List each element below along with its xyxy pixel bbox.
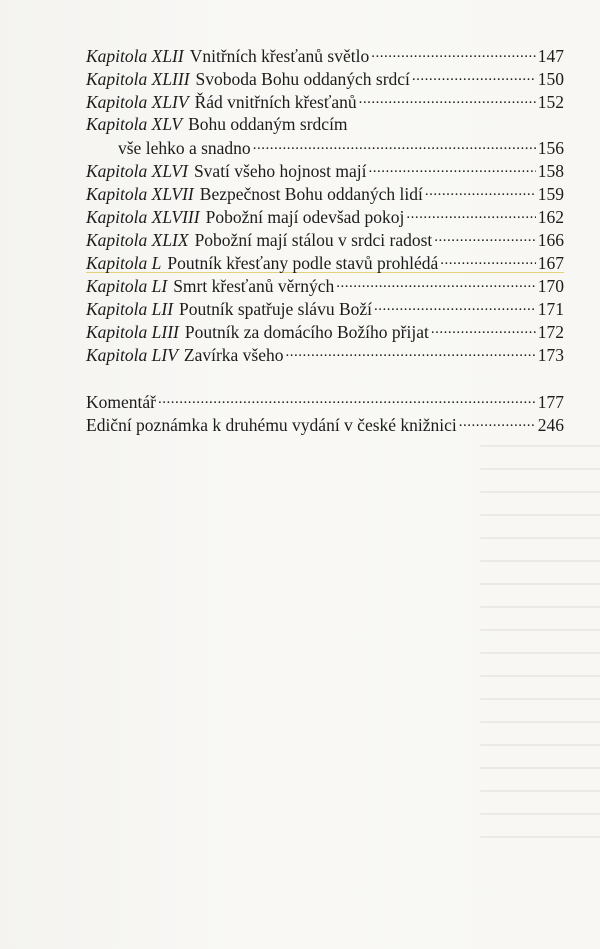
- toc-title: Komentář: [86, 391, 156, 412]
- toc-page-number: 150: [537, 68, 564, 89]
- toc-title: Bezpečnost Bohu oddaných lidí: [199, 183, 423, 204]
- toc-leader-dots: [359, 90, 536, 108]
- toc-leader-dots: [459, 413, 536, 431]
- toc-entry: [86, 205, 564, 228]
- toc-entry: [86, 274, 564, 297]
- toc-title-continuation: vše lehko a snadno: [118, 137, 251, 158]
- toc-chapter-label: Kapitola XLV: [86, 114, 183, 134]
- toc-page-number: 170: [537, 275, 564, 296]
- toc-entry: [86, 113, 564, 136]
- toc-entry: [86, 182, 564, 205]
- toc-title: Pobožní mají odevšad pokoj: [205, 206, 405, 227]
- toc-title: Smrt křesťanů věrných: [173, 275, 335, 296]
- toc-chapter-label: Kapitola XLIV: [86, 91, 189, 112]
- toc-page-number: 147: [537, 45, 564, 66]
- toc-page-number: 166: [537, 229, 564, 250]
- toc-entry: [86, 67, 564, 90]
- toc-leader-dots: [412, 67, 536, 85]
- toc-page-number: 152: [537, 91, 564, 112]
- toc-entry: [86, 228, 564, 251]
- toc-chapter-label: Kapitola XLVIII: [86, 206, 200, 227]
- toc-title: Ediční poznámka k druhému vydání v české knižnici: [86, 414, 457, 435]
- toc-leader-dots: [336, 274, 536, 292]
- toc-chapter-label: Kapitola LIV: [86, 344, 178, 365]
- toc-page-number: 171: [537, 298, 564, 319]
- toc-entry-continuation: [86, 136, 564, 159]
- toc-entry: [86, 44, 564, 67]
- toc-page-number: 167: [537, 252, 564, 273]
- toc-title: Vnitřních křesťanů světlo: [189, 45, 370, 66]
- toc-leader-dots: [286, 343, 536, 361]
- toc-page-number: 177: [537, 391, 564, 412]
- toc-title: Řád vnitřních křesťanů: [194, 91, 357, 112]
- toc-chapter-label: Kapitola XLIX: [86, 229, 189, 250]
- toc-entry: [86, 251, 564, 274]
- show-through-text: [480, 445, 600, 845]
- toc-leader-dots: [406, 205, 535, 223]
- toc-entry: [86, 343, 564, 366]
- toc-title: Bohu oddaným srdcím: [188, 114, 348, 134]
- toc-title: Svatí všeho hojnost mají: [193, 160, 367, 181]
- toc-leader-dots: [253, 136, 536, 154]
- toc-leader-dots: [440, 251, 535, 269]
- toc-appendix-entry: [86, 390, 564, 413]
- toc-chapter-label: Kapitola XLIII: [86, 68, 190, 89]
- toc-leader-dots: [158, 390, 536, 408]
- toc-leader-dots: [374, 297, 536, 315]
- toc-page-number: 172: [537, 321, 564, 342]
- toc-title: Svoboda Bohu oddaných srdcí: [195, 68, 410, 89]
- toc-chapter-label: Kapitola LI: [86, 275, 168, 296]
- toc-page-number: 173: [537, 344, 564, 365]
- toc-chapter-label: Kapitola LII: [86, 298, 174, 319]
- section-gap: [86, 366, 564, 390]
- toc-leader-dots: [371, 44, 536, 62]
- toc-chapter-label: Kapitola XLVII: [86, 183, 194, 204]
- toc-entry: [86, 320, 564, 343]
- toc-page-number: 162: [537, 206, 564, 227]
- toc-chapter-label: Kapitola XLII: [86, 45, 184, 66]
- toc-title: Poutník spatřuje slávu Boží: [179, 298, 373, 319]
- toc-entry: [86, 159, 564, 182]
- toc-leader-dots: [425, 182, 536, 200]
- toc-entry: [86, 297, 564, 320]
- toc-appendix-entry: [86, 413, 564, 436]
- toc-chapter-label: Kapitola LIII: [86, 321, 179, 342]
- toc-title: Poutník křesťany podle stavů prohlédá: [167, 252, 439, 273]
- toc-page-number: 158: [537, 160, 564, 181]
- toc-title: Pobožní mají stálou v srdci radost: [194, 229, 433, 250]
- toc-page-number: 156: [537, 137, 564, 158]
- toc-entry: [86, 90, 564, 113]
- toc-chapter-label: Kapitola XLVI: [86, 160, 188, 181]
- toc-title: Zavírka všeho: [183, 344, 284, 365]
- toc-leader-dots: [369, 159, 536, 177]
- table-of-contents: [86, 44, 564, 436]
- toc-page-number: 246: [537, 414, 564, 435]
- toc-chapter-label: Kapitola L: [86, 252, 162, 273]
- toc-page-number: 159: [537, 183, 564, 204]
- toc-leader-dots: [434, 228, 535, 246]
- toc-title: Poutník za domácího Božího přijat: [184, 321, 429, 342]
- toc-leader-dots: [431, 320, 536, 338]
